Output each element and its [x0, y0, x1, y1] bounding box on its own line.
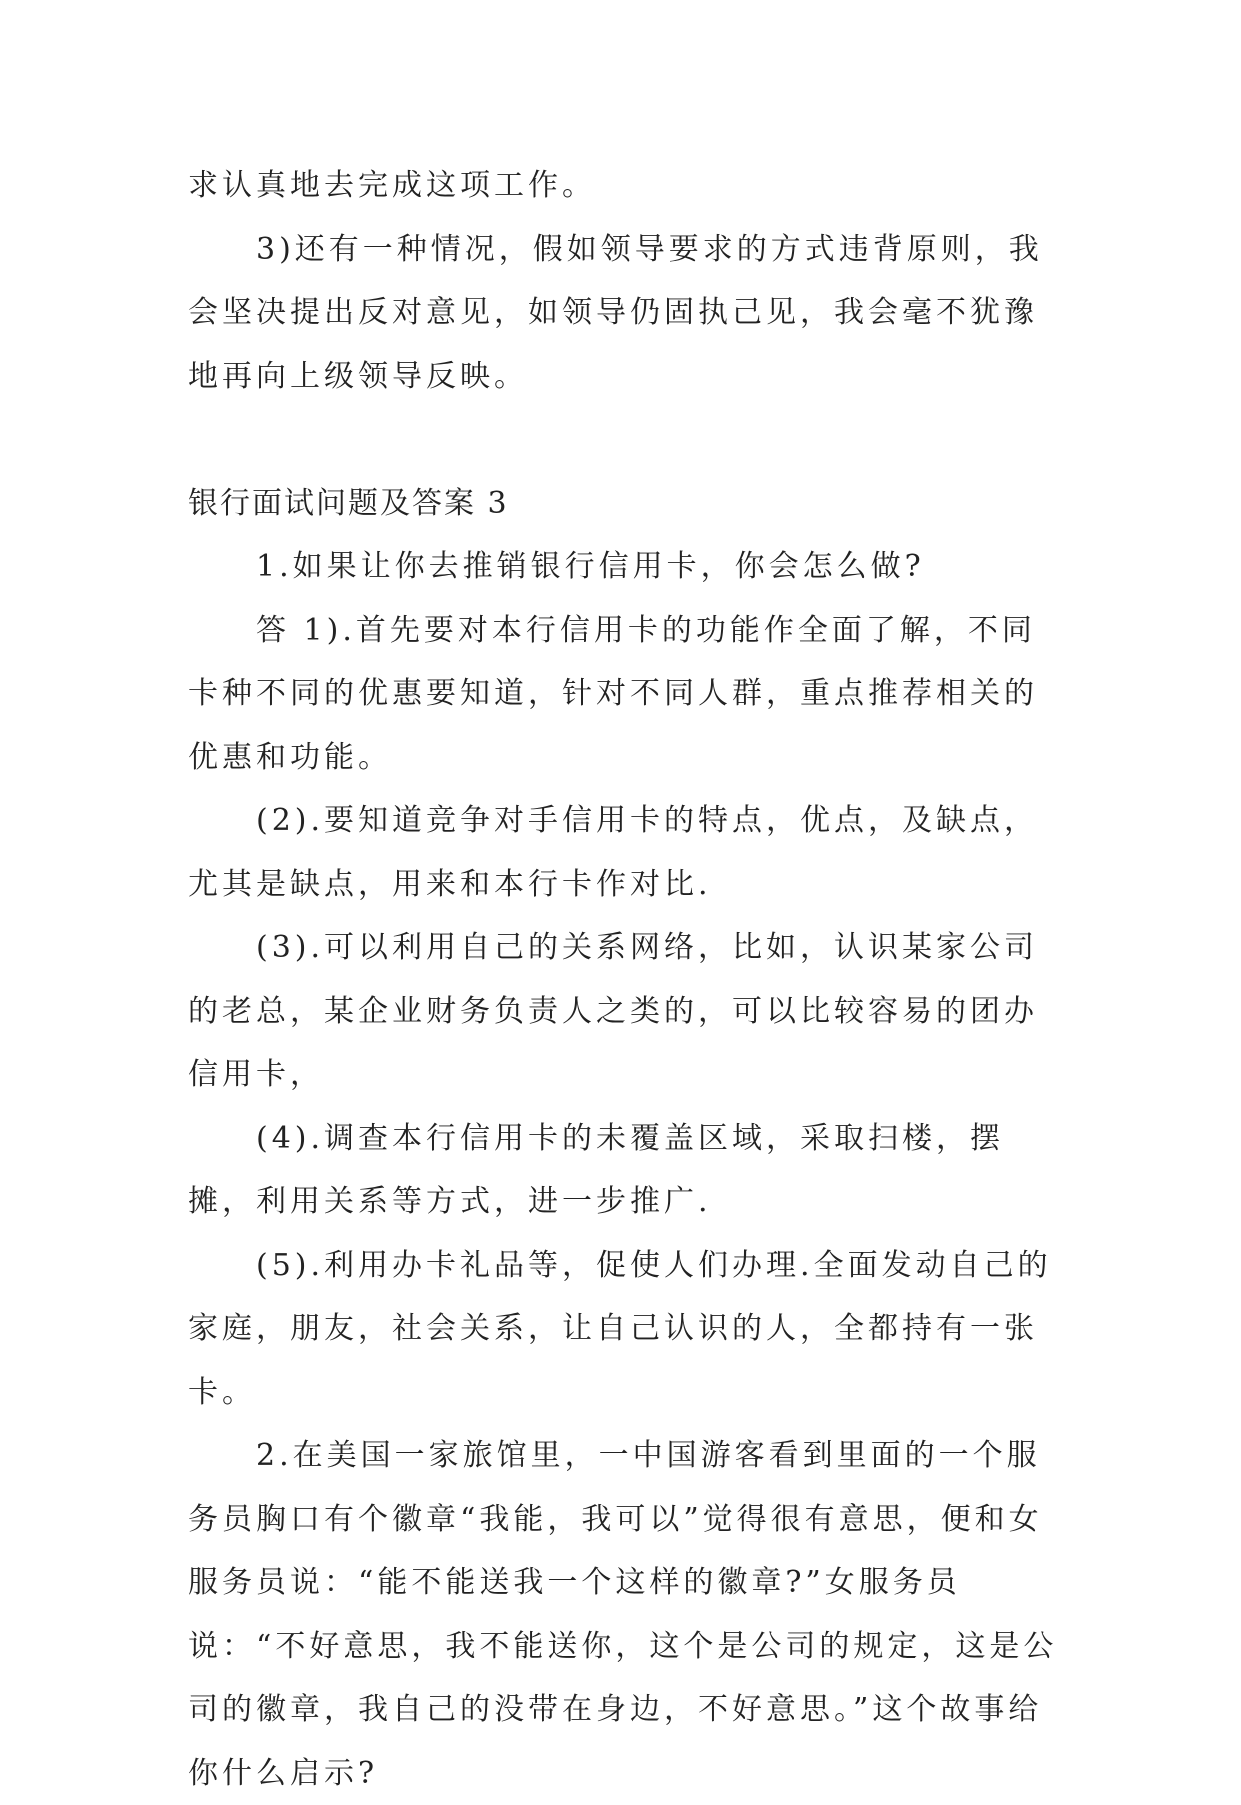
answer-point-2: (2).要知道竞争对手信用卡的特点，优点，及缺点，尤其是缺点，用来和本行卡作对比.: [188, 803, 1039, 902]
section-heading: 银行面试问题及答案 3: [188, 485, 509, 521]
question-1: 1.如果让你去推销银行信用卡，你会怎么做?: [256, 549, 925, 584]
answer-point-1: 答 1).首先要对本行信用卡的功能作全面了解，不同卡种不同的优惠要知道，针对不同人群，重点推荐相关的优惠和功能。: [188, 612, 1038, 775]
paragraph-point-3: 3)还有一种情况，假如领导要求的方式违背原则，我会坚决提出反对意见，如领导仍固执己见，我会毫不犹豫地再向上级领导反映。: [188, 231, 1043, 394]
answer-point-5: (5).利用办卡礼品等，促使人们办理.全面发动自己的家庭，朋友，社会关系，让自己认识的人，全都持有一张卡。: [188, 1247, 1052, 1410]
question-2: 2.在美国一家旅馆里，一中国游客看到里面的一个服务员胸口有个徽章“我能，我可以”觉得很有意思，便和女服务员说：“能不能送我一个这样的徽章?”女服务员说：“不好意思，我不能送你，这个是公司的规定，这是公司的徽章，我自己的没带在身边，不好意思。”这个故事给你什么启示?: [188, 1438, 1058, 1791]
answer-point-3: (3).可以利用自己的关系网络，比如，认识某家公司的老总，某企业财务负责人之类的，可以比较容易的团办信用卡，: [188, 930, 1039, 1092]
paragraph-continuation: 求认真地去完成这项工作。: [188, 168, 596, 203]
document-body: [188, 154, 1068, 1805]
answer-point-4: (4).调查本行信用卡的未覆盖区域，采取扫楼，摆摊，利用关系等方式，进一步推广.: [188, 1120, 1005, 1219]
section-spacer: [188, 408, 1068, 472]
